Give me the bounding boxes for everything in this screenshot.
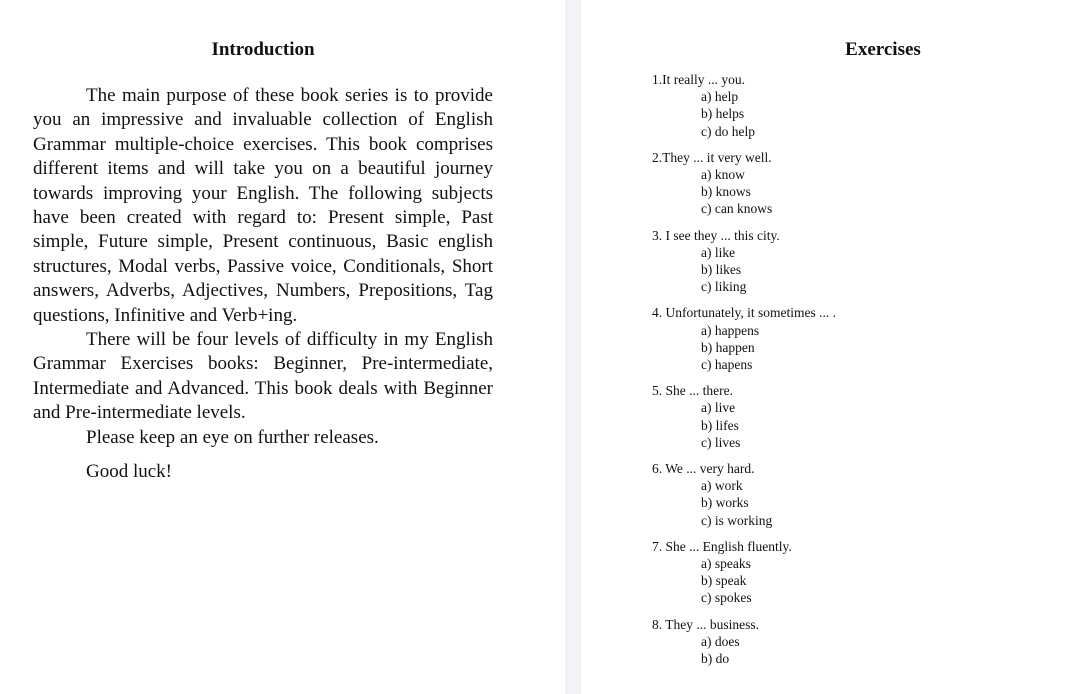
exercise-option: c) can knows [701, 201, 773, 217]
exercise-option: c) hapens [701, 357, 753, 373]
exercise-option: c) liking [701, 279, 747, 295]
exercise-option: b) speak [701, 573, 747, 589]
exercise-item [652, 304, 1032, 373]
exercise-item [652, 616, 1032, 668]
exercise-question: 7. She ... English fluently. [652, 538, 792, 554]
exercise-question: 4. Unfortunately, it sometimes ... . [652, 305, 836, 321]
intro-closing: Good luck! [86, 461, 173, 483]
exercise-question: 1.It really ... you. [652, 72, 745, 87]
exercise-option: c) spokes [701, 590, 752, 606]
intro-paragraph: There will be four levels of difficulty in my English Grammar Exercises books: Beginner, Pre-intermediate, Intermediate and Advanced. This book deals with Beginner and Pre-intermediate levels. [33, 329, 493, 424]
exercises-title: Exercises [845, 39, 921, 60]
exercise-option: a) like [701, 244, 736, 260]
exercise-option: a) speaks [701, 556, 751, 572]
exercise-question: 2.They ... it very well. [652, 149, 772, 165]
exercise-option: a) know [701, 167, 745, 183]
exercise-question: 5. She ... there. [652, 383, 733, 399]
exercise-option: c) do help [701, 123, 755, 139]
exercise-option: a) help [701, 89, 739, 105]
exercise-option: c) is working [701, 512, 773, 528]
exercise-question: 3. I see they ... this city. [652, 227, 780, 243]
exercise-list [652, 71, 1032, 676]
page-exercises [581, 0, 1080, 694]
exercise-option: b) likes [701, 262, 742, 278]
exercise-option: b) works [701, 495, 749, 511]
exercise-option: a) work [701, 478, 743, 494]
exercise-option: b) lifes [701, 417, 739, 433]
exercise-question: 8. They ... business. [652, 616, 759, 632]
exercise-item [652, 227, 1032, 296]
intro-paragraph: Please keep an eye on further releases. [86, 426, 379, 448]
introduction-title: Introduction [211, 39, 315, 60]
exercise-option: b) helps [701, 106, 745, 122]
exercise-item [652, 149, 1032, 218]
exercise-item [652, 382, 1032, 451]
exercise-item [652, 538, 1032, 607]
exercise-option: a) live [701, 400, 736, 416]
exercise-item [652, 460, 1032, 529]
exercise-option: a) happens [701, 322, 760, 338]
exercise-item [652, 71, 1032, 140]
exercise-option: b) happen [701, 339, 755, 355]
exercise-option: a) does [701, 633, 740, 649]
intro-paragraph: The main purpose of these book series is to provide you an impressive and invaluable collection of English Grammar multiple-choice exercises. This book comprises different items and will take you on a beautiful journey towards improving your English. The following subjects have been created with regard to: Present simple, Past simple, Future simple, Present continuous, Basic english structures, Modal verbs, Passive voice, Conditionals, Short answers, Adverbs, Adjectives, Numbers, Prepositions, Tag questions, Infinitive and Verb+ing. [33, 85, 493, 326]
exercise-option: c) lives [701, 434, 741, 450]
exercise-option: b) knows [701, 184, 751, 200]
page-gutter [565, 0, 581, 694]
exercise-option: b) do [701, 651, 730, 667]
introduction-body [33, 84, 493, 485]
exercise-question: 6. We ... very hard. [652, 461, 755, 477]
